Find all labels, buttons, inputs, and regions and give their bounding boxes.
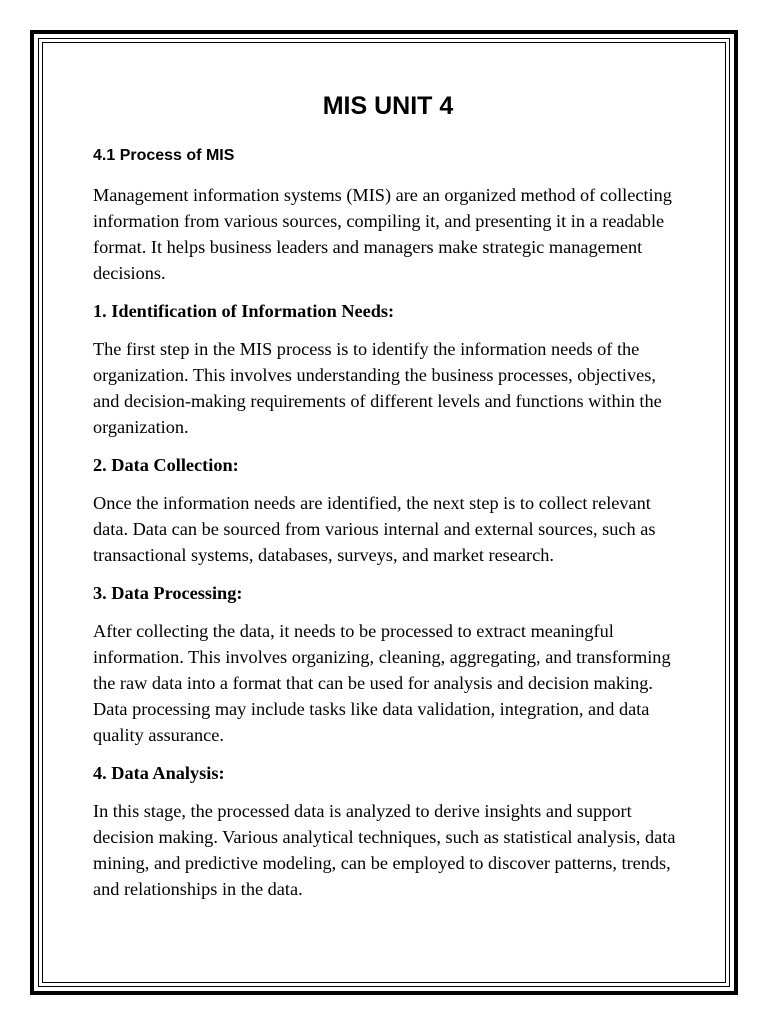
- section-heading-2: 2. Data Collection:: [93, 455, 239, 475]
- section-body-2: Once the information needs are identified, the next step is to collect relevant data. Data can be sourced from various internal and external sources, such as transactional systems, databases, surveys, and market research.: [93, 493, 656, 565]
- section-subtitle: 4.1 Process of MIS: [93, 147, 235, 164]
- section-body-1: The first step in the MIS process is to identify the information needs of the organization. This involves understanding the business processes, objectives, and decision-making requirements of different levels and functions within the organization.: [93, 339, 662, 437]
- section-heading-4: 4. Data Analysis:: [93, 763, 225, 783]
- intro-paragraph: Management information systems (MIS) are an organized method of collecting information from various sources, compiling it, and presenting it in a readable format. It helps business leaders and managers make strategic management decisions.: [93, 185, 672, 283]
- document-body: [93, 86, 683, 902]
- page-title: MIS UNIT 4: [322, 92, 454, 120]
- section-heading-3: 3. Data Processing:: [93, 583, 243, 603]
- section-body-4: In this stage, the processed data is analyzed to derive insights and support decision making. Various analytical techniques, such as statistical analysis, data mining, and predictive modeling, can be employed to discover patterns, trends, and relationships in the data.: [93, 801, 676, 899]
- section-heading-1: 1. Identification of Information Needs:: [93, 301, 395, 321]
- section-body-3: After collecting the data, it needs to be processed to extract meaningful information. This involves organizing, cleaning, aggregating, and transforming the raw data into a format that can be used for analysis and decision making. Data processing may include tasks like data validation, integration, and data quality assurance.: [93, 621, 671, 745]
